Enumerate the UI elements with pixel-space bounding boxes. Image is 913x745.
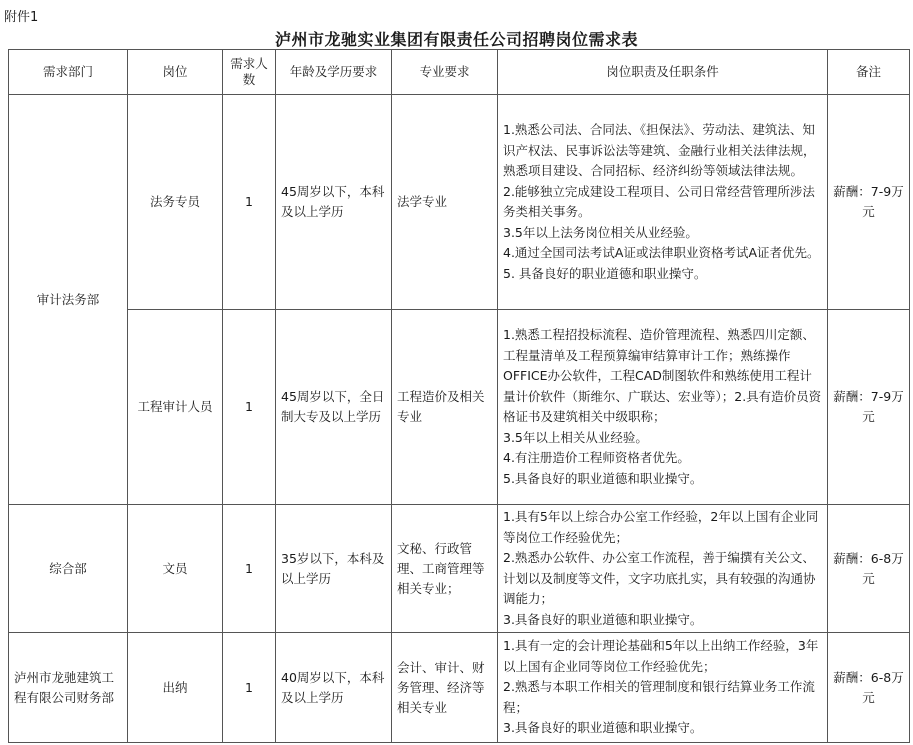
- salary-note: 薪酬：6-8万元: [828, 633, 910, 743]
- table-row: [9, 633, 910, 743]
- header-duties: 岗位职责及任职条件: [498, 50, 828, 95]
- header-row: [9, 50, 910, 95]
- duty-item: 1.具有一定的会计理论基础和5年以上出纳工作经验，3年以上国有企业同等岗位工作经验优先；: [503, 638, 819, 674]
- major-cell: 工程造价及相关专业: [392, 310, 498, 505]
- position-cell: 法务专员: [128, 95, 223, 310]
- age-edu-cell: 40周岁以下，本科及以上学历: [276, 633, 392, 743]
- duty-item: 3.5年以上相关从业经验。: [503, 429, 648, 445]
- count-cell: 1: [223, 310, 276, 505]
- dept-cell: 审计法务部: [9, 95, 128, 505]
- major-cell: 文秘、行政管理、工商管理等相关专业；: [392, 505, 498, 633]
- header-dept: 需求部门: [9, 50, 128, 95]
- age-edu-cell: 35岁以下，本科及以上学历: [276, 505, 392, 633]
- duty-item: 2.熟悉与本职工作相关的管理制度和银行结算业务工作流程；: [503, 679, 815, 715]
- age-edu-cell: 45周岁以下，本科及以上学历: [276, 95, 392, 310]
- table-row: [9, 505, 910, 633]
- duties-cell: [498, 310, 828, 505]
- count-cell: 1: [223, 633, 276, 743]
- salary-note: 薪酬：6-8万元: [828, 505, 910, 633]
- header-major: 专业要求: [392, 50, 498, 95]
- header-position: 岗位: [128, 50, 223, 95]
- duty-item: 2.熟悉办公软件、办公室工作流程，善于编撰有关公文、计划以及制度等文件，文字功底扎实，具有较强的沟通协调能力；: [503, 550, 816, 606]
- duty-item: 4.通过全国司法考试A证或法律职业资格考试A证者优先。: [503, 245, 820, 260]
- header-notes: 备注: [828, 50, 910, 95]
- duties-cell: [498, 633, 828, 743]
- duty-item: 2.能够独立完成建设工程项目、公司日常经营管理所涉法务类相关事务。: [503, 183, 815, 219]
- major-cell: 会计、审计、财务管理、经济等相关专业: [392, 633, 498, 743]
- duty-item: 1.熟悉公司法、合同法、《担保法》、劳动法、建筑法、知识产权法、民事诉讼法等建筑、金融行业相关法律法规，熟悉项目建设、合同招标、经济纠纷等领域法律法规。: [503, 122, 816, 178]
- age-edu-cell: 45周岁以下，全日制大专及以上学历: [276, 310, 392, 505]
- duty-item: 5. 具备良好的职业道德和职业操守。: [503, 265, 707, 281]
- header-age-edu: 年龄及学历要求: [276, 50, 392, 95]
- table-row: [9, 95, 910, 310]
- page-title: 泸州市龙驰实业集团有限责任公司招聘岗位需求表: [274, 30, 638, 49]
- header-count: 需求人数: [223, 50, 276, 95]
- position-cell: 工程审计人员: [128, 310, 223, 505]
- duty-item: 1.具有5年以上综合办公室工作经验，2年以上国有企业同等岗位工作经验优先；: [503, 509, 819, 545]
- major-cell: 法学专业: [392, 95, 498, 310]
- duty-item: 5.具备良好的职业道德和职业操守。: [503, 470, 703, 486]
- duty-item: 1.熟悉工程招投标流程、造价管理流程、熟悉四川定额、工程量清单及工程预算编审结算审计工作；熟练操作OFFICE办公软件，工程CAD制图软件和熟练使用工程计量计价软件（斯维尔、广联达、宏业等）；2.具有造价员资格证书及建筑相关中级职称；: [503, 327, 822, 424]
- duty-item: 4.有注册造价工程师资格者优先。: [503, 450, 690, 465]
- count-cell: 1: [223, 95, 276, 310]
- attachment-label: 附件1: [4, 10, 39, 25]
- position-cell: 出纳: [128, 633, 223, 743]
- position-cell: 文员: [128, 505, 223, 633]
- duty-item: 3.具备良好的职业道德和职业操守。: [503, 611, 703, 627]
- duty-item: 3.具备良好的职业道德和职业操守。: [503, 720, 703, 736]
- dept-cell: 综合部: [9, 505, 128, 633]
- duties-cell: [498, 505, 828, 633]
- count-cell: 1: [223, 505, 276, 633]
- salary-note: 薪酬：7-9万元: [828, 310, 910, 505]
- duty-item: 3.5年以上法务岗位相关从业经验。: [503, 224, 698, 240]
- recruitment-table: [8, 49, 910, 743]
- table-row: [9, 310, 910, 505]
- salary-note: 薪酬：7-9万元: [828, 95, 910, 310]
- duties-cell: [498, 95, 828, 310]
- dept-cell: 泸州市龙驰建筑工程有限公司财务部: [9, 633, 128, 743]
